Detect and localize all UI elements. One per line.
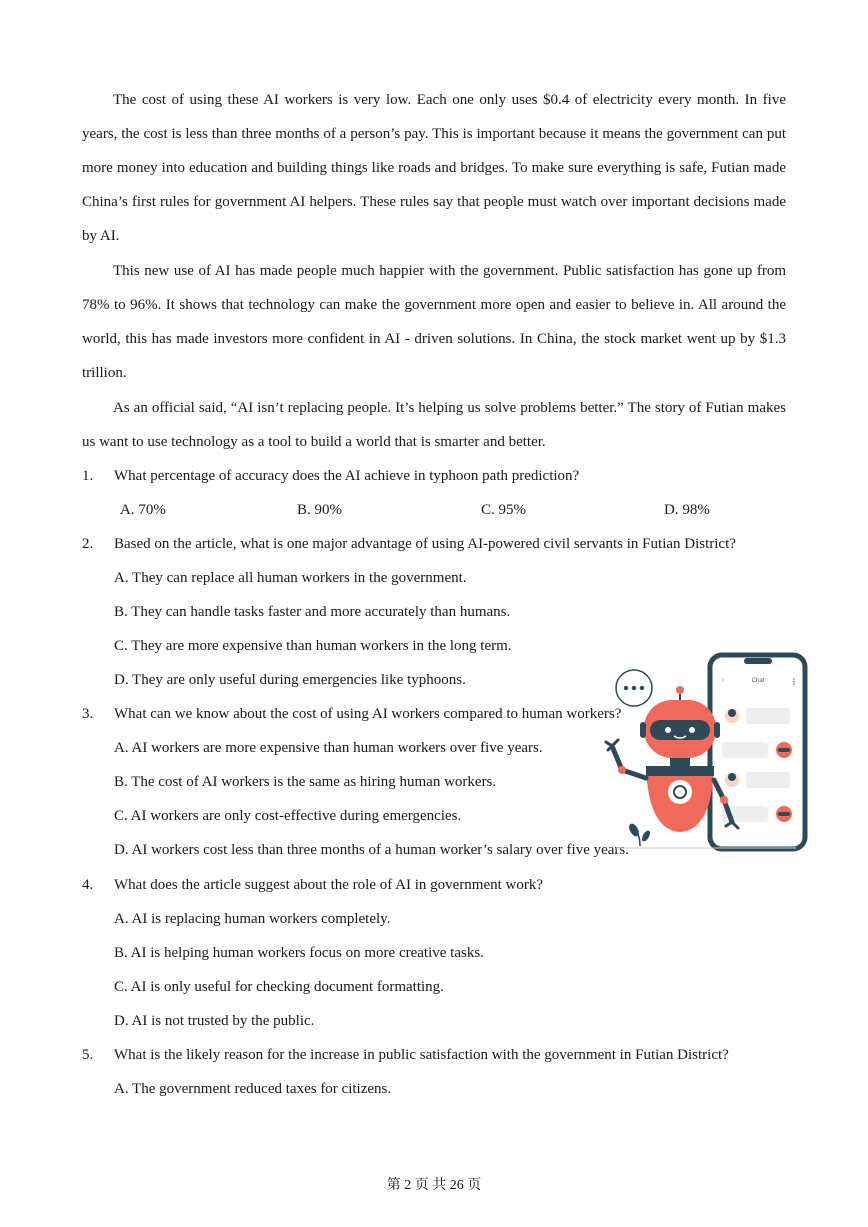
article-paragraph-1: The cost of using these AI workers is very low. Each one only uses $0.4 of electricity every month. In five years, the cost is less than three months of a person’s pay. This is important because it means the government can put more money into education and building things like roads and bridges. To make sure everything is safe, Futian made China’s first rules for government AI helpers. These rules say that people must watch over important decisions made by AI.: [82, 92, 786, 244]
option-a: A. 70%: [120, 502, 166, 518]
article-paragraph-3: As an official said, “AI isn’t replacing people. It’s helping us solve problems better.” The story of Futian makes us want to use technology as a tool to build a world that is smarter and better.: [82, 400, 786, 450]
question-number: 2.: [82, 536, 94, 552]
option-b: B. AI is helping human workers focus on more creative tasks.: [114, 945, 484, 961]
smartphone-icon: [710, 655, 805, 849]
option-b: B. 90%: [297, 502, 342, 518]
question-text: What is the likely reason for the increase in public satisfaction with the government in Futian District?: [114, 1047, 729, 1063]
option-d: D. AI is not trusted by the public.: [114, 1013, 315, 1029]
option-b: B. The cost of AI workers is the same as hiring human workers.: [114, 774, 497, 790]
question-number: 3.: [82, 706, 94, 722]
article-paragraph-2: This new use of AI has made people much happier with the government. Public satisfaction has gone up from 78% to 96%. It shows that technology can make the government more open and easier to believe in. All around the world, this has made investors more confident in AI - driven solutions. In China, the stock market went up by $1.3 trillion.: [82, 263, 786, 381]
option-c: C. They are more expensive than human workers in the long term.: [114, 638, 512, 654]
question-text: What can we know about the cost of using AI workers compared to human workers?: [114, 706, 622, 722]
option-d: D. They are only useful during emergencies like typhoons.: [114, 672, 466, 688]
option-c: C. 95%: [481, 502, 526, 518]
svg-text:‹: ‹: [722, 677, 725, 684]
option-c: C. AI is only useful for checking document formatting.: [114, 979, 444, 995]
speech-bubble-icon: [616, 670, 652, 706]
question-4: [82, 875, 802, 895]
question-text: What percentage of accuracy does the AI achieve in typhoon path prediction?: [114, 468, 580, 484]
question-5: [82, 1045, 802, 1065]
option-b: B. They can handle tasks faster and more accurately than humans.: [114, 604, 511, 620]
question-number: 4.: [82, 877, 94, 893]
robot-chat-illustration: [596, 650, 812, 860]
question-2: [82, 534, 802, 554]
option-d: D. 98%: [664, 502, 710, 518]
phone-chat-title: Chat: [751, 678, 765, 684]
option-a: A. AI workers are more expensive than human workers over five years.: [114, 740, 543, 756]
option-a: A. The government reduced taxes for citizens.: [114, 1081, 392, 1097]
option-d: D. AI workers cost less than three months of a human worker’s salary over five years.: [114, 842, 629, 858]
question-1: [82, 466, 802, 486]
page-footer: 第 2 页 共 26 页: [386, 1178, 482, 1193]
question-text: What does the article suggest about the role of AI in government work?: [114, 877, 544, 893]
question-number: 1.: [82, 468, 94, 484]
question-text: Based on the article, what is one major advantage of using AI-powered civil servants in Futian District?: [114, 536, 736, 552]
question-number: 5.: [82, 1047, 94, 1063]
option-a: A. AI is replacing human workers completely.: [114, 911, 391, 927]
option-a: A. They can replace all human workers in the government.: [114, 570, 467, 586]
option-c: C. AI workers are only cost-effective during emergencies.: [114, 808, 462, 824]
